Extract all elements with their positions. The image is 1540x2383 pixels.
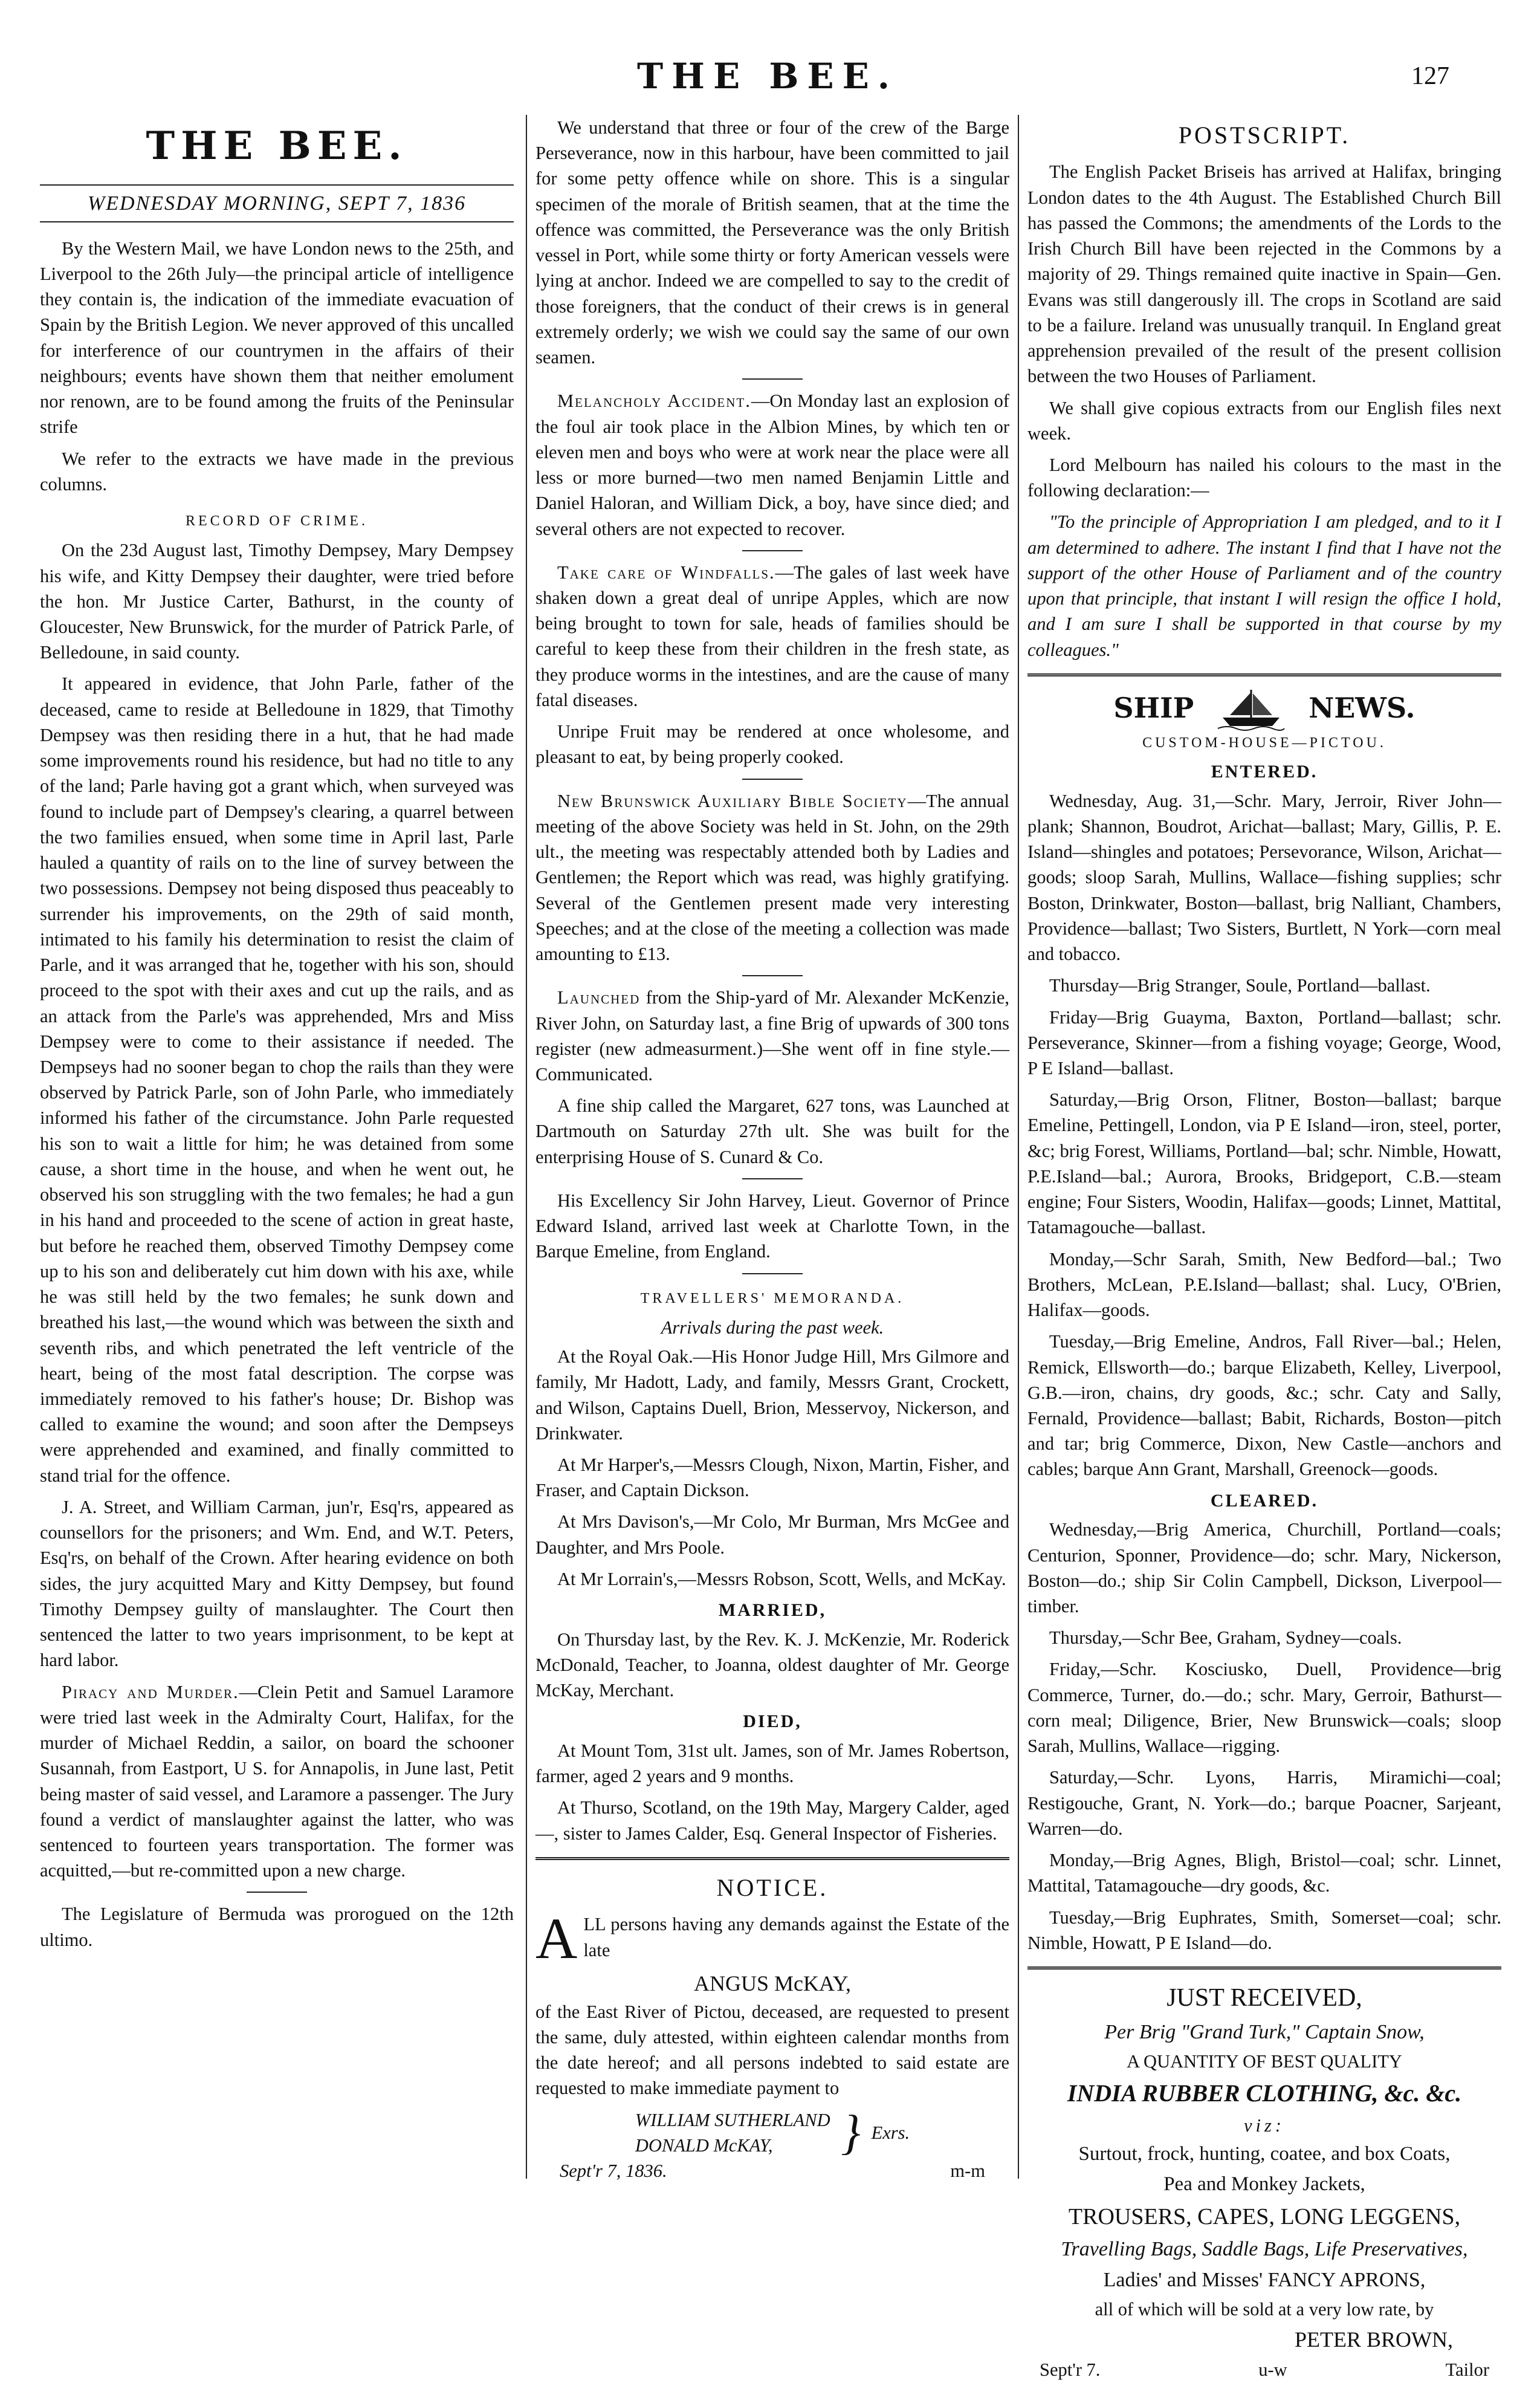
ad-trade: Tailor	[1445, 2359, 1489, 2381]
executor-1: WILLIAM SUTHERLAND	[635, 2109, 830, 2130]
bible-paragraph	[535, 788, 1009, 967]
crew-paragraph: We understand that three or four of the crew of the Barge Perseverance, now in this harbour, have been committed to jail for some petty offence while on shore. This is a singular specimen of the morale of British seamen, that at the time the offence was committed, the Perseverance was the only British vessel in Port, while some thirty or forty American vessels were lying at anchor. Indeed we are compelled to say to the credit of those foreigners, that the conduct of their crews is in general extremely orderly; we wish we could say the same of our own seamen.	[535, 117, 1009, 368]
running-head	[0, 56, 1540, 104]
ad-title: JUST RECEIVED,	[1166, 1984, 1362, 2012]
ad-jackets: Pea and Monkey Jackets,	[1163, 2173, 1365, 2195]
crime-heading: RECORD OF CRIME.	[185, 513, 369, 530]
piracy-paragraph	[40, 1679, 514, 1884]
ad-quantity: A QUANTITY OF BEST QUALITY	[1127, 2051, 1402, 2072]
died-heading: DIED,	[743, 1711, 802, 1732]
page-number: 127	[1411, 62, 1449, 90]
entered-entry: Thursday—Brig Stranger, Soule, Portland—ballast.	[1049, 975, 1431, 996]
ad-per-brig: Per Brig "Grand Turk," Captain Snow,	[1104, 2021, 1425, 2044]
column-2	[535, 115, 1009, 2185]
ad-viz: viz:	[1243, 2115, 1286, 2136]
margaret-paragraph: A fine ship called the Margaret, 627 tons, was Launched at Dartmouth on Saturday 27th ult. She was built for the enterprising House of S. Cunard & Co.	[535, 1095, 1009, 1167]
divider	[742, 975, 803, 976]
notice-code: m-m	[950, 2161, 985, 2182]
notice-footer	[535, 2158, 1009, 2184]
divider	[742, 550, 803, 551]
notice-body: of the East River of Pictou, deceased, are requested to present the same, duly attested, within eighteen calendar months from the date hereof; and all persons indebted to said estate are requested to make immediate payment to	[535, 2001, 1009, 2099]
running-head-title: THE BEE.	[637, 56, 898, 97]
unripe-paragraph: Unripe Fruit may be rendered at once wholesome, and pleasant to eat, by being properly cooked.	[535, 721, 1009, 768]
cleared-entry: Tuesday,—Brig Euphrates, Smith, Somerset—coal; schr. Nimble, Howatt, P E Island—do.	[1027, 1907, 1501, 1953]
died-entry: At Thurso, Scotland, on the 19th May, Margery Calder, aged—, sister to James Calder, Esq. General Inspector of Fisheries.	[535, 1797, 1009, 1844]
ad-trousers: TROUSERS, CAPES, LONG LEGGENS,	[1068, 2203, 1461, 2229]
ad-rubber-clothing: INDIA RUBBER CLOTHING, &c. &c.	[1067, 2080, 1462, 2107]
piracy-text: —Clein Petit and Samuel Laramore were tried last week in the Admiralty Court, Halifax, for the murder of Michael Reddin, a sailor, on board the schooner Susannah, from Eastport, U S. for Annapolis, in June last, Petit being master of said vessel, and Laramore a passenger. The Jury found a verdict of manslaughter against the latter, who was sentenced to fourteen years transportation. The former was acquitted,—but re-committed upon a new charge.	[40, 1681, 514, 1881]
ad-footer	[1027, 2357, 1501, 2382]
windfalls-text: —The gales of last week have shaken down a great deal of unripe Apples, which are now being brought to town for sale, heads of families should be careful to keep these from their children in the fresh state, as they produce worms in the intestines, and are the cause of many fatal diseases.	[535, 562, 1009, 710]
cleared-entry: Thursday,—Schr Bee, Graham, Sydney—coals.	[1049, 1627, 1402, 1649]
column-3	[1027, 115, 1501, 2381]
shipnews-rule	[1027, 673, 1501, 676]
notice-rule	[535, 1857, 1009, 1860]
ad-aprons: Ladies' and Misses' FANCY APRONS,	[1103, 2269, 1426, 2292]
divider	[247, 1892, 307, 1893]
crime-paragraph: It appeared in evidence, that John Parle, father of the deceased, came to reside at Belledoune in 1829, that Timothy Dempsey was then residing there in a hut, that he had made some improvements round his residence, but had no title to any of the land; Parle having got a grant which, when surveyed was found to include part of Dempsey's clearing, a quarrel between the two families ensued, when some time in April last, Parle hauled a quantity of rails on to the line of survey between the two possessions. Dempsey not being disposed thus peaceably to surrender his improvements, on the 29th of said month, intimated to his family his determination to resist the claim of Parle, and it was arranged that he, together with his son, should proceed to the spot with their axes and cut up the rails, and as an attack from the Parle's was apprehended, Mrs and Miss Dempsey were to come to their assistance if needed. The Dempseys had no sooner began to chop the rails than they were observed by Patrick Parle, son of John Parle, who immediately informed his father of the circumstance. John Parle requested his son to wait a little for him; he was detained from some cause, a short time in the house, and when he went out, he observed his son struggling with the two females; he had a gun in his hand and proceeded to the scene of action in great haste, but before he reached them, observed Timothy Dempsey come up to his son and deliberately cut him down with his axe, while he was still held by the two females; he sunk down and breathed his last,—the wound which was between the sixth and seventh ribs, and which penetrated the left ventricle of the heart, being of the most fatal description. The corpse was immediately removed to his father's house; Dr. Bishop was called to examine the wound; and soon after the Dempseys were apprehended and examined, and finally committed to stand trial for the offence.	[40, 673, 514, 1486]
ship-news-right: NEWS.	[1309, 691, 1415, 724]
editorial-paragraph: We refer to the extracts we have made in the previous columns.	[40, 448, 514, 494]
dateline: WEDNESDAY MORNING, SEPT 7, 1836	[40, 184, 514, 222]
divider	[742, 1273, 803, 1274]
executor-names	[635, 2107, 830, 2158]
arrivals-heading: Arrivals during the past week.	[661, 1317, 884, 1338]
column-rule-2	[1018, 115, 1019, 2179]
executor-2: DONALD McKAY,	[635, 2135, 773, 2156]
cleared-entry: Saturday,—Schr. Lyons, Harris, Miramichi—coal; Restigouche, Grant, N. York—do.; barque Poacner, Sarjeant, Warren—do.	[1027, 1767, 1501, 1839]
ship-news-left: SHIP	[1113, 691, 1194, 724]
divider	[742, 779, 803, 780]
notice-name: ANGUS McKAY,	[693, 1971, 852, 1996]
launched-lead: Launched	[557, 987, 641, 1008]
brace-icon: }	[841, 2106, 861, 2159]
melbourne-quote: "To the principle of Appropriation I am pledged, and to it I am determined to adhere. The instant I find that I have not the support of the other House of Parliament and of the country upon that principle, that instant I will resign the office I hold, and I am sure I shall be supported in that course by my colleagues."	[1027, 511, 1501, 660]
bermuda-paragraph: The Legislature of Bermuda was prorogued on the 12th ultimo.	[40, 1904, 514, 1950]
customhouse-heading: CUSTOM-HOUSE—PICTOU.	[1142, 734, 1386, 751]
advert-rule	[1027, 1966, 1501, 1970]
editorial-paragraph: By the Western Mail, we have London news to the 25th, and Liverpool to the 26th July—the principal article of intelligence they contain is, the indication of the immediate evacuation of Spain by the British Legion. We never approved of this uncalled for interference of our countrymen in the affairs of their neighbours; events have shown them that neither emolument nor renown, are to be found among the fruits of the Peninsular strife	[40, 238, 514, 438]
married-paragraph: On Thursday last, by the Rev. K. J. McKenzie, Mr. Roderick McDonald, Teacher, to Joanna, oldest daughter of Mr. George McKay, Merchant.	[535, 1629, 1009, 1701]
arrival-entry: At the Royal Oak.—His Honor Judge Hill, Mrs Gilmore and family, Mr Hadott, Lady, and family, Messrs Grant, Crockett, and Wilson, Captains Duell, Brion, Messervoy, Nickerson, and Drinkwater.	[535, 1346, 1009, 1444]
extracts-paragraph: We shall give copious extracts from our English files next week.	[1027, 397, 1501, 444]
notice-lead: LL persons having any demands against the Estate of the late	[583, 1914, 1009, 1960]
entered-entry: Wednesday, Aug. 31,—Schr. Mary, Jerroir, River John—plank; Shannon, Boudrot, Arichat—ballast; Mary, Gillis, P. E. Island—shingles and potatoes; Persevorance, Wilson, Arichat—goods; sloop Sarah, Mullins, Wallace—fishing supplies; schr Boston, Drinkwater, Boston—ballast, brig Nalliant, Chambers, Providence—ballast; Two Sisters, Burtlett, N York—corn meal and tobacco.	[1027, 790, 1501, 965]
accident-text: —On Monday last an explosion of the foul air took place in the Albion Mines, by which ten or eleven men and boys who were at work near the place were all less or more burned—two men named Benjamin Little and Daniel Haloran, and William Dick, a boy, have since died; and several others are not expected to recover.	[535, 391, 1010, 539]
ad-name: PETER BROWN,	[1294, 2327, 1453, 2352]
launched-paragraph	[535, 985, 1009, 1087]
launched-text: from the Ship-yard of Mr. Alexander McKenzie, River John, on Saturday last, a fine Brig of upwards of 300 tons register (new admeasurment.)—She went off in fine style.—Communicated.	[535, 987, 1009, 1085]
cleared-entry: Friday,—Schr. Kosciusko, Duell, Providence—brig Commerce, Turner, do.—do.; schr. Mary, Gerroir, Bathurst—corn meal; Diligence, Brier, New Brunswick—coals; sloop Sarah, Mullins, Wallace—rigging.	[1027, 1659, 1501, 1757]
notice-date: Sept'r 7, 1836.	[560, 2161, 667, 2182]
postscript-paragraph: The English Packet Briseis has arrived at Halifax, bringing London dates to the 4th August. The Established Church Bill has passed the Commons; the amendments of the Lords to the Irish Church Bill have been rejected in the Commons by a majority of 29. Things remained quite inactive in Spain—Gen. Evans was still dangerously ill. The crops in Scotland are said to be a failure. Ireland was unusually tranquil. In England great apprehension prevailed of the result of the present collision between the two Houses of Parliament.	[1027, 161, 1501, 387]
accident-lead: Melancholy Accident.	[557, 391, 751, 412]
bible-lead: New Brunswick Auxiliary Bible Society	[557, 790, 908, 811]
executors-label: Exrs.	[871, 2122, 910, 2143]
melbourne-paragraph: Lord Melbourn has nailed his colours to the mast in the following declaration:—	[1027, 454, 1501, 501]
married-heading: MARRIED,	[718, 1600, 827, 1621]
masthead-title: THE BEE.	[146, 123, 408, 169]
ad-sold: all of which will be sold at a very low rate, by	[1095, 2299, 1434, 2320]
cleared-entry: Monday,—Brig Agnes, Bligh, Bristol—coal; schr. Linnet, Mattital, Tatamagouche—dry goods, &c.	[1027, 1850, 1501, 1896]
notice-heading: NOTICE.	[716, 1873, 829, 1901]
arrival-entry: At Mrs Davison's,—Mr Colo, Mr Burman, Mrs McGee and Daughter, and Mrs Poole.	[535, 1511, 1009, 1558]
died-entry: At Mount Tom, 31st ult. James, son of Mr. James Robertson, farmer, aged 2 years and 9 months.	[535, 1740, 1009, 1787]
notice-dropcap: A	[535, 1906, 578, 1971]
crime-paragraph: On the 23d August last, Timothy Dempsey, Mary Dempsey his wife, and Kitty Dempsey their daughter, were tried before the hon. Mr Justice Carter, Bathurst, in the county of Gloucester, New Brunswick, for the murder of Patrick Parle, of Belledoune, in said county.	[40, 540, 514, 663]
windfalls-lead: Take care of Windfalls.	[557, 562, 775, 583]
entered-entry: Monday,—Schr Sarah, Smith, New Bedford—bal.; Two Brothers, McLean, P.E.Island—ballast; shal. Lucy, O'Brien, Halifax—goods.	[1027, 1248, 1501, 1321]
divider	[742, 378, 803, 380]
harvey-paragraph: His Excellency Sir John Harvey, Lieut. Governor of Prince Edward Island, arrived last week at Charlotte Town, in the Barque Emeline, from England.	[535, 1190, 1009, 1262]
postscript-heading: POSTSCRIPT.	[1178, 122, 1351, 149]
column-1	[40, 115, 514, 2185]
advertisement	[1027, 1980, 1501, 2383]
crime-paragraph: J. A. Street, and William Carman, jun'r, Esq'rs, appeared as counsellors for the prisoners; and Wm. End, and W.T. Peters, Esq'rs, on behalf of the Crown. After hearing evidence on both sides, the jury acquitted Mary and Kitty Dempsey, but found Timothy Dempsey guilty of manslaughter. The Court then sentenced the latter to two years imprisonment, to be kept at hard labor.	[40, 1496, 514, 1671]
column-rule-1	[526, 115, 527, 2179]
bible-text: —The annual meeting of the above Society was held in St. John, on the 29th ult., the meeting was respectably attended both by Ladies and Gentlemen; the Report which was read, was highly gratifying. Several of the Gentlemen present made very interesting Speeches; and at the close of the meeting a collection was made amounting to £13.	[535, 790, 1010, 965]
entered-entry: Friday—Brig Guayma, Baxton, Portland—ballast; schr. Perseverance, Skinner—from a fishing voyage; George, Wood, P E Island—ballast.	[1027, 1007, 1501, 1078]
ad-coats: Surtout, frock, hunting, coatee, and box Coats,	[1078, 2143, 1451, 2165]
executors-block	[535, 2107, 1009, 2158]
notice-lead-paragraph	[535, 1906, 1009, 1971]
windfalls-paragraph	[535, 560, 1009, 713]
entered-heading: ENTERED.	[1211, 762, 1318, 782]
entered-entry: Tuesday,—Brig Emeline, Andros, Fall River—bal.; Helen, Remick, Ellsworth—do.; barque Elizabeth, Kelley, Liverpool, G.B.—iron, chains, dry goods, &c.; schr. Caty and Sally, Fernald, Providence—ballast; Babit, Richards, Boston—pitch and tar; brig Commerce, Dixon, New Castle—anchors and cables; barque Ann Grant, Marshall, Greenock—goods.	[1027, 1331, 1501, 1480]
ad-date: Sept'r 7.	[1040, 2359, 1101, 2381]
cleared-entry: Wednesday,—Brig America, Churchill, Portland—coals; Centurion, Sponner, Providence—do; schr. Mary, Nickerson, Boston—do.; ship Sir Colin Campbell, Dickson, Liverpool—timber.	[1027, 1519, 1501, 1616]
ship-icon	[1218, 687, 1284, 730]
accident-paragraph	[535, 388, 1009, 541]
divider	[742, 1178, 803, 1179]
arrival-entry: At Mr Lorrain's,—Messrs Robson, Scott, Wells, and McKay.	[557, 1568, 1006, 1589]
cleared-heading: CLEARED.	[1210, 1490, 1319, 1511]
piracy-lead: Piracy and Murder.	[62, 1681, 239, 1702]
travellers-heading: TRAVELLERS' MEMORANDA.	[640, 1290, 905, 1306]
ad-code: u-w	[1258, 2359, 1287, 2381]
ship-news-heading	[1027, 687, 1501, 730]
arrival-entry: At Mr Harper's,—Messrs Clough, Nixon, Martin, Fisher, and Fraser, and Captain Dickson.	[535, 1454, 1009, 1501]
entered-entry: Saturday,—Brig Orson, Flitner, Boston—ballast; barque Emeline, Pettingell, London, via P E Island—iron, steel, porter, &c; brig Forest, Williams, Portland—bal; schr. Nimble, Howatt, P.E.Island—bal.; Aurora, Brooks, Bridgeport, C.B.—steam engine; Four Sisters, Woodin, Halifax—goods; Linnet, Mattital, Tatamagouche—ballast.	[1027, 1089, 1501, 1238]
ad-bags: Travelling Bags, Saddle Bags, Life Preservatives,	[1061, 2238, 1468, 2261]
